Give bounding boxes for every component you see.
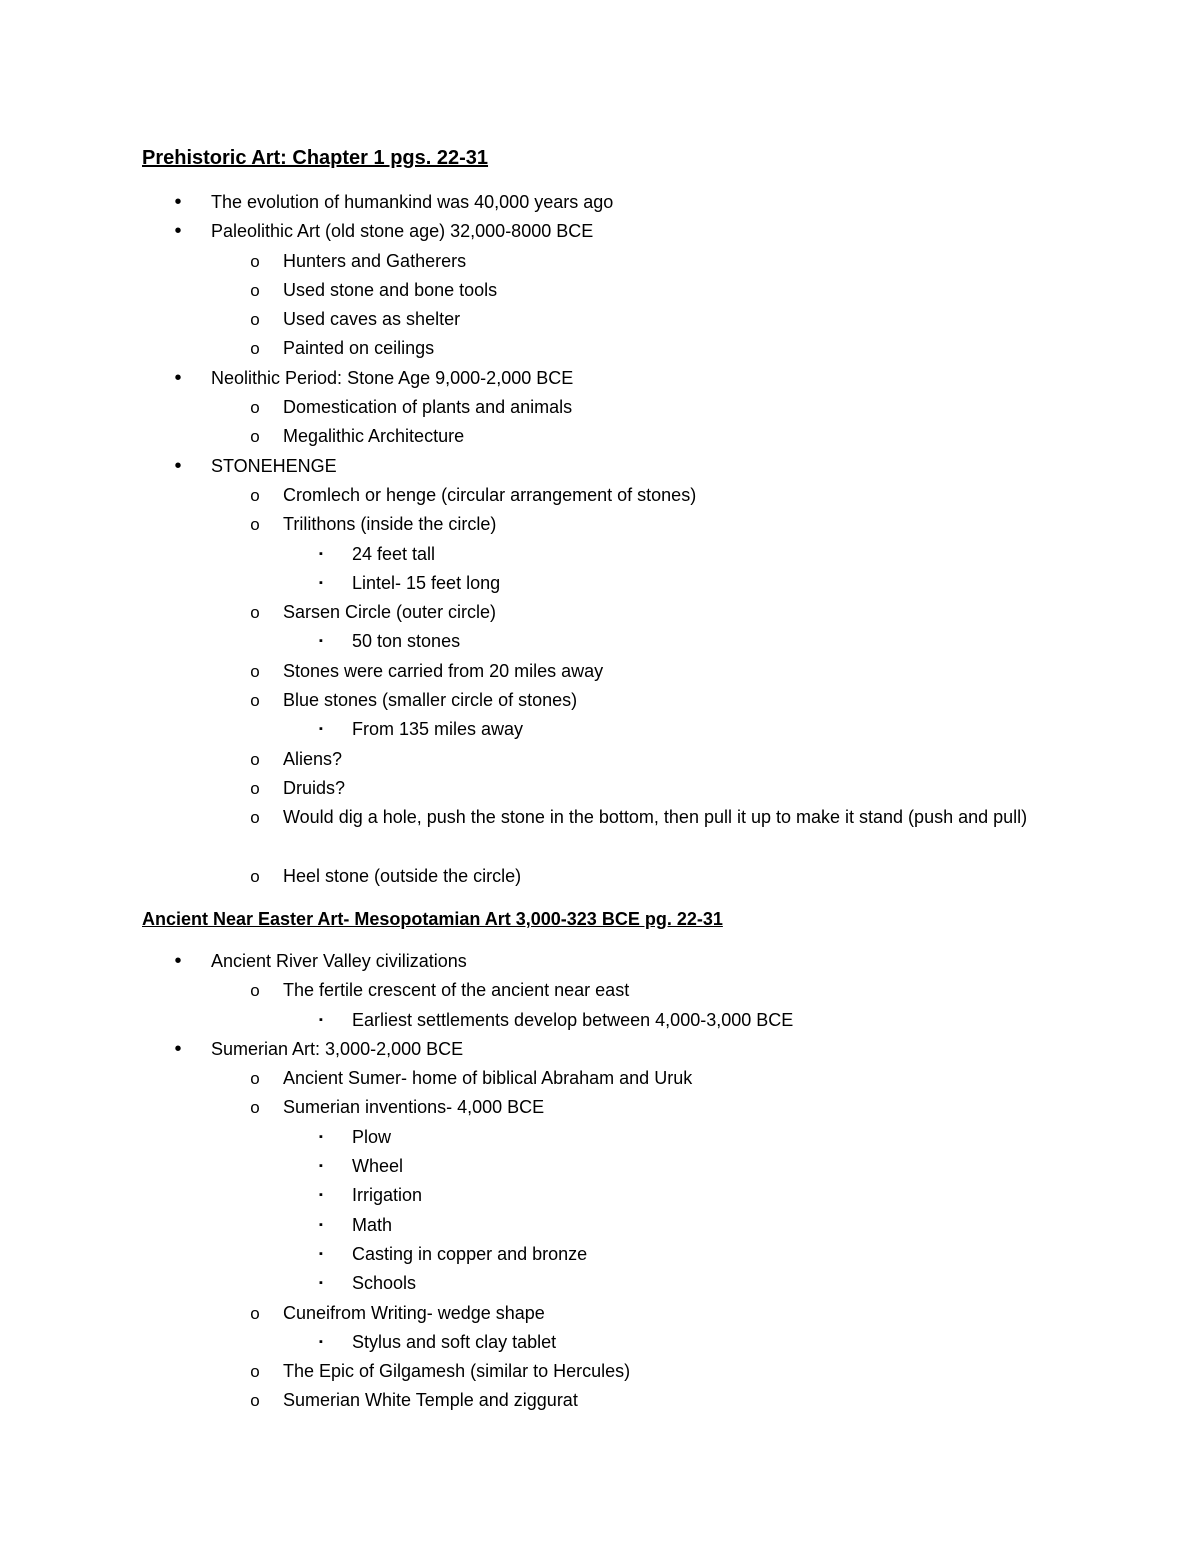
bullet-square-icon: ▪	[319, 1218, 323, 1231]
bullet-square-icon: ▪	[319, 723, 323, 736]
outline-item-text: Druids?	[283, 777, 346, 798]
outline-item-text: Math	[352, 1214, 393, 1235]
bullet-square-icon: ▪	[319, 1189, 323, 1202]
bullet-square-icon: ▪	[319, 635, 323, 648]
bullet-circle-icon: o	[250, 603, 260, 623]
outline-item-text: Blue stones (smaller circle of stones)	[283, 690, 578, 711]
section-heading-prehistoric-art: Prehistoric Art: Chapter 1 pgs. 22-31	[142, 147, 489, 169]
outline-item-text: Casting in copper and bronze	[352, 1243, 588, 1264]
outline-item-text: Lintel- 15 feet long	[352, 572, 501, 593]
outline-item-text: Domestication of plants and animals	[283, 397, 573, 418]
bullet-circle-icon: o	[250, 398, 260, 418]
outline-item-text: 50 ton stones	[352, 631, 461, 652]
outline-item-text: Painted on ceilings	[283, 338, 435, 359]
outline-item-text: The Epic of Gilgamesh (similar to Hercules)	[283, 1361, 631, 1382]
outline-item-text: Aliens?	[283, 748, 343, 769]
outline-item-text: Neolithic Period: Stone Age 9,000-2,000 BCE	[211, 367, 574, 388]
bullet-circle-icon: o	[250, 661, 260, 681]
bullet-circle-icon: o	[250, 1362, 260, 1382]
bullet-circle-icon: o	[250, 485, 260, 505]
outline-item-text: Hunters and Gatherers	[283, 250, 467, 271]
bullet-square-icon: ▪	[319, 576, 323, 589]
outline-item-text: Schools	[352, 1273, 417, 1294]
outline-item-text: Irrigation	[352, 1185, 423, 1206]
outline-item-text: Used caves as shelter	[283, 309, 461, 330]
bullet-square-icon: ▪	[319, 1013, 323, 1026]
outline-item-text: Ancient River Valley civilizations	[211, 951, 467, 971]
outline-item-text: Stones were carried from 20 miles away	[283, 660, 604, 681]
bullet-dot-icon: •	[174, 220, 182, 243]
bullet-circle-icon: o	[250, 1391, 260, 1411]
bullet-circle-icon: o	[250, 1303, 260, 1323]
bullet-dot-icon: •	[174, 1037, 182, 1060]
bullet-circle-icon: o	[250, 749, 260, 769]
bullet-circle-icon: o	[250, 515, 260, 535]
bullet-dot-icon: •	[174, 191, 182, 213]
bullet-circle-icon: o	[250, 1069, 260, 1089]
outline-item-text: Stylus and soft clay tablet	[352, 1331, 557, 1352]
bullet-square-icon: ▪	[319, 547, 323, 560]
outline-item-text: Paleolithic Art (old stone age) 32,000-8000 BCE	[211, 221, 594, 242]
outline-item-text: Megalithic Architecture	[283, 426, 465, 447]
bullet-dot-icon: •	[174, 950, 182, 972]
bullet-circle-icon: o	[250, 691, 260, 711]
outline-item-text: Wheel	[352, 1156, 404, 1177]
outline-item-text: Earliest settlements develop between 4,000-3,000 BCE	[352, 1009, 794, 1030]
bullet-circle-icon: o	[250, 310, 260, 330]
outline-item-text: Sumerian inventions- 4,000 BCE	[283, 1097, 545, 1118]
outline-item-text: Cromlech or henge (circular arrangement of stones)	[283, 484, 697, 505]
outline-item-text: From 135 miles away	[352, 719, 524, 740]
outline-item-text: The fertile crescent of the ancient near east	[283, 980, 630, 1001]
bullet-circle-icon: o	[250, 808, 260, 828]
bullet-dot-icon: •	[174, 454, 182, 477]
outline-item-text: Sarsen Circle (outer circle)	[283, 602, 497, 623]
bullet-square-icon: ▪	[319, 1277, 323, 1290]
outline-item-text: Trilithons (inside the circle)	[283, 514, 497, 535]
bullet-circle-icon: o	[250, 866, 260, 886]
bullet-square-icon: ▪	[319, 1160, 323, 1173]
bullet-circle-icon: o	[250, 1098, 260, 1118]
bullet-circle-icon: o	[250, 339, 260, 359]
bullet-square-icon: ▪	[319, 1247, 323, 1260]
outline-item-text: Heel stone (outside the circle)	[283, 865, 522, 886]
bullet-circle-icon: o	[250, 778, 260, 798]
bullet-square-icon: ▪	[319, 1335, 323, 1348]
outline-item-text: The evolution of humankind was 40,000 years ago	[211, 192, 614, 212]
outline-item-text: Ancient Sumer- home of biblical Abraham and Uruk	[283, 1068, 693, 1089]
bullet-square-icon: ▪	[319, 1130, 323, 1143]
outline-item-text: 24 feet tall	[352, 543, 436, 564]
outline-item-text: Sumerian White Temple and ziggurat	[283, 1390, 578, 1411]
outline-item-text: Used stone and bone tools	[283, 279, 498, 300]
bullet-circle-icon: o	[250, 251, 260, 271]
bullet-circle-icon: o	[250, 280, 260, 300]
bullet-circle-icon: o	[250, 427, 260, 447]
outline-item-text: STONEHENGE	[211, 455, 337, 476]
bullet-circle-icon: o	[250, 981, 260, 1001]
outline-item-text: Plow	[352, 1126, 392, 1147]
outline-item-text: Cuneifrom Writing- wedge shape	[283, 1302, 545, 1323]
outline-item-text: Would dig a hole, push the stone in the bottom, then pull it up to make it stand (push and pull)	[283, 807, 1028, 828]
bullet-dot-icon: •	[174, 366, 182, 389]
section-heading-ancient-near-eastern-art: Ancient Near Easter Art- Mesopotamian Art 3,000-323 BCE pg. 22-31	[142, 909, 723, 929]
outline-item-text: Sumerian Art: 3,000-2,000 BCE	[211, 1038, 464, 1059]
